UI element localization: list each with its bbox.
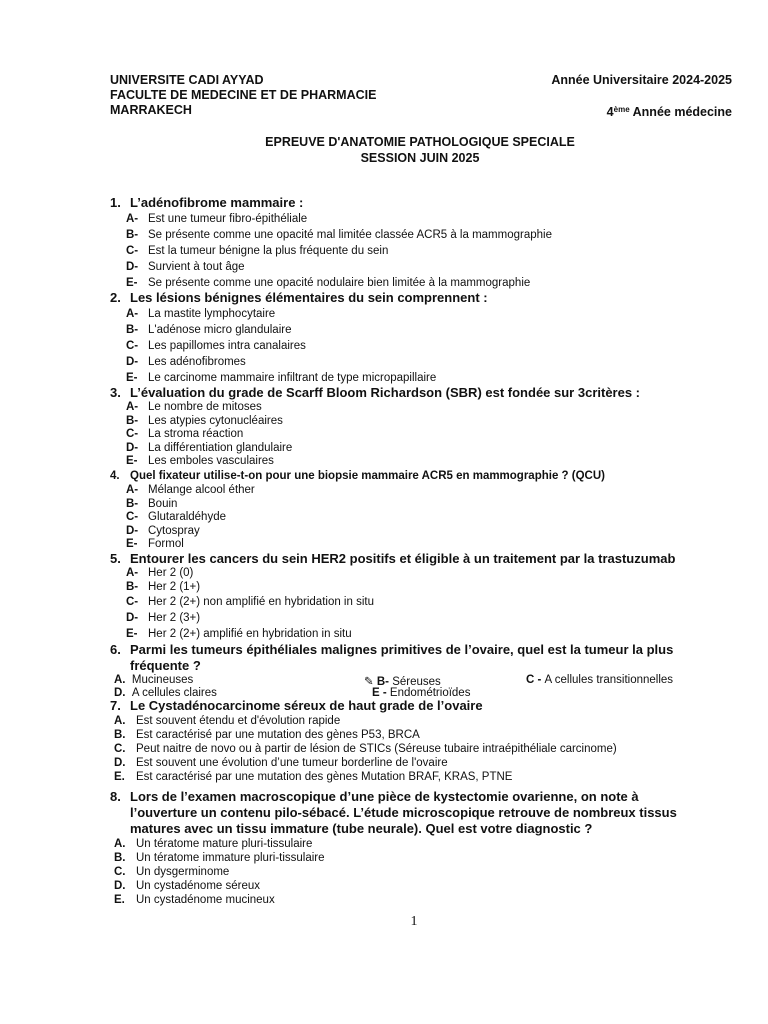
option[interactable]: ✎ B- Séreuses: [364, 676, 441, 688]
question-title: 7. Le Cystadénocarcinome séreux de haut grade de l’ovaire: [110, 698, 483, 713]
academic-header: [551, 73, 732, 120]
exam-title-line: EPREUVE D'ANATOMIE PATHOLOGIQUE SPECIALE: [265, 135, 575, 149]
question-6: [110, 642, 710, 702]
option[interactable]: E- Le carcinome mammaire infiltrant de type micropapillaire: [126, 372, 437, 384]
question-title: 5. Entourer les cancers du sein HER2 positifs et éligible à un traitement par la trastuzumab: [110, 551, 676, 566]
option[interactable]: A. Est souvent étendu et d'évolution rapide: [114, 715, 341, 727]
question-1: [110, 195, 552, 291]
option[interactable]: C- Glutaraldéhyde: [126, 511, 226, 524]
option[interactable]: B- Bouin: [126, 497, 178, 510]
option[interactable]: A. Mucineuses: [114, 674, 194, 686]
option[interactable]: D. A cellules claires: [114, 687, 217, 699]
question-title: 3. L’évaluation du grade de Scarff Bloom Richardson (SBR) est fondée sur 3critères :: [110, 385, 641, 400]
study-level: 4ème Année médecine: [606, 105, 732, 119]
question-title: 8. Lors de l’examen macroscopique d’une pièce de kystectomie ovarienne, on note à l’ouverture un contenu pilo-sébacé. L’étude microscopique retrouve de nombreux tissus matures avec un tissu immature (tube neurale). Quel est votre diagnostic ?: [110, 789, 677, 836]
option[interactable]: A- Est une tumeur fibro-épithéliale: [126, 213, 308, 225]
option[interactable]: B. Un tératome immature pluri-tissulaire: [114, 852, 325, 864]
option[interactable]: B. Est caractérisé par une mutation des gènes P53, BRCA: [114, 729, 420, 741]
option[interactable]: A- Mélange alcool éther: [126, 484, 255, 496]
option[interactable]: A. Un tératome mature pluri-tissulaire: [114, 838, 313, 850]
option[interactable]: C- Les papillomes intra canalaires: [126, 340, 306, 352]
option[interactable]: B- Se présente comme une opacité mal limitée classée ACR5 à la mammographie: [126, 229, 552, 241]
exam-title: [0, 134, 768, 166]
question-2: [110, 290, 488, 386]
exam-session: SESSION JUIN 2025: [360, 151, 480, 165]
page-number: 1: [410, 914, 418, 929]
option[interactable]: C- Her 2 (2+) non amplifié en hybridation in situ: [126, 596, 374, 609]
option[interactable]: E- Se présente comme une opacité nodulaire bien limitée à la mammographie: [126, 277, 531, 289]
option[interactable]: D- Cytospray: [126, 524, 200, 537]
option[interactable]: B- L'adénose micro glandulaire: [126, 324, 292, 336]
option[interactable]: D- Survient à tout âge: [126, 261, 245, 273]
option[interactable]: D. Un cystadénome séreux: [114, 880, 261, 892]
question-8: [110, 789, 730, 907]
option[interactable]: C- La stroma réaction: [126, 428, 244, 441]
question-title: 2. Les lésions bénignes élémentaires du sein comprennent :: [110, 290, 488, 305]
question-4: [110, 468, 605, 552]
option[interactable]: C. Peut naitre de novo ou à partir de lésion de STICs (Séreuse tubaire intraépithéliale carcinome): [114, 743, 617, 755]
option[interactable]: A- Le nombre de mitoses: [126, 401, 262, 413]
question-title: 1. L’adénofibrome mammaire :: [110, 195, 304, 210]
option[interactable]: D. Est souvent une évolution d’une tumeur borderline de l'ovaire: [114, 757, 448, 769]
option[interactable]: D- Her 2 (3+): [126, 612, 201, 625]
city-name: MARRAKECH: [110, 103, 192, 117]
option[interactable]: A- Her 2 (0): [126, 567, 194, 579]
option[interactable]: E- Les emboles vasculaires: [126, 455, 274, 468]
question-title: 6. Parmi les tumeurs épithéliales malignes primitives de l’ovaire, quel est la tumeur la plus fréquente ?: [110, 642, 674, 673]
option[interactable]: A- La mastite lymphocytaire: [126, 308, 276, 320]
question-3: [110, 385, 640, 469]
question-title: 4. Quel fixateur utilise-t-on pour une biopsie mammaire ACR5 en mammographie ? (QCU): [110, 470, 605, 482]
university-name: UNIVERSITE CADI AYYAD: [110, 73, 264, 87]
question-7: [110, 698, 617, 784]
academic-year: Année Universitaire 2024-2025: [551, 73, 732, 87]
question-5: [110, 551, 675, 642]
option[interactable]: C. Un dysgerminome: [114, 866, 230, 878]
option[interactable]: E. Un cystadénome mucineux: [114, 894, 275, 906]
option[interactable]: E- Her 2 (2+) amplifié en hybridation in situ: [126, 628, 352, 641]
institution-header: [110, 73, 376, 118]
option[interactable]: D- La différentiation glandulaire: [126, 441, 293, 454]
option[interactable]: C- Est la tumeur bénigne la plus fréquente du sein: [126, 245, 389, 257]
option[interactable]: C - A cellules transitionnelles: [526, 674, 674, 686]
option[interactable]: E - Endométrioïdes: [372, 687, 471, 699]
checkmark-icon: ✎: [364, 676, 377, 688]
faculty-name: FACULTE DE MEDECINE ET DE PHARMACIE: [110, 88, 377, 102]
option[interactable]: B- Her 2 (1+): [126, 580, 201, 593]
option[interactable]: E- Formol: [126, 538, 184, 551]
option[interactable]: D- Les adénofibromes: [126, 356, 246, 368]
option[interactable]: B- Les atypies cytonucléaires: [126, 414, 283, 427]
option[interactable]: E. Est caractérisé par une mutation des gènes Mutation BRAF, KRAS, PTNE: [114, 771, 513, 783]
